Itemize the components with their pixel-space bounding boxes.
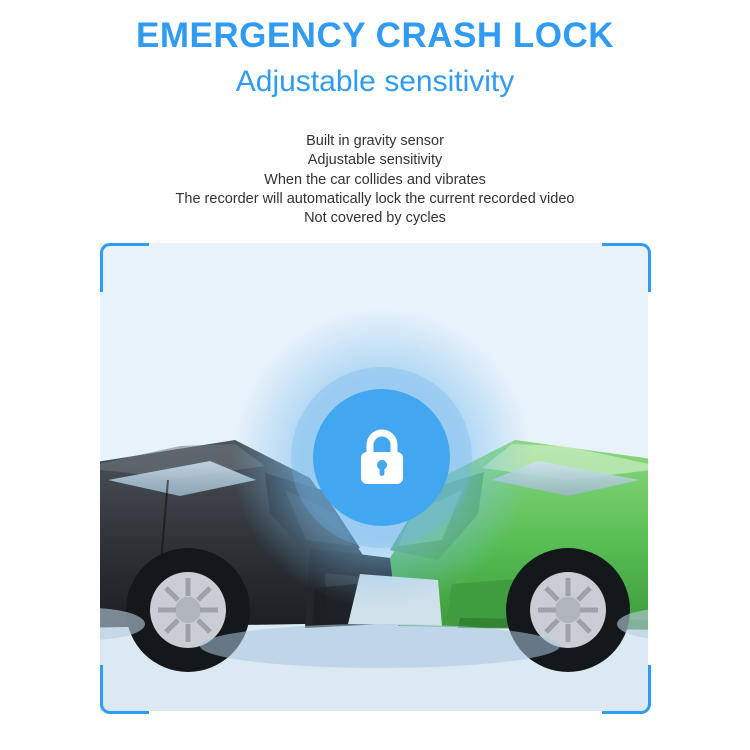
description-line: The recorder will automatically lock the current recorded video xyxy=(175,190,575,207)
page-title: EMERGENCY CRASH LOCK xyxy=(135,16,614,55)
heading-block xyxy=(0,16,750,101)
description-line: Not covered by cycles xyxy=(304,210,446,227)
lock-icon xyxy=(353,427,411,489)
description-line: When the car collides and vibrates xyxy=(264,171,486,188)
page-subtitle: Adjustable sensitivity xyxy=(235,65,515,99)
frame-corner-bottom-right xyxy=(602,665,651,714)
frame-corner-top-left xyxy=(100,243,149,292)
description-block xyxy=(0,132,750,228)
description-line: Adjustable sensitivity xyxy=(307,152,443,169)
description-line: Built in gravity sensor xyxy=(306,133,444,149)
frame-corner-bottom-left xyxy=(100,665,149,714)
crash-illustration xyxy=(60,228,690,726)
frame-corner-top-right xyxy=(602,243,651,292)
lock-badge xyxy=(313,389,450,526)
